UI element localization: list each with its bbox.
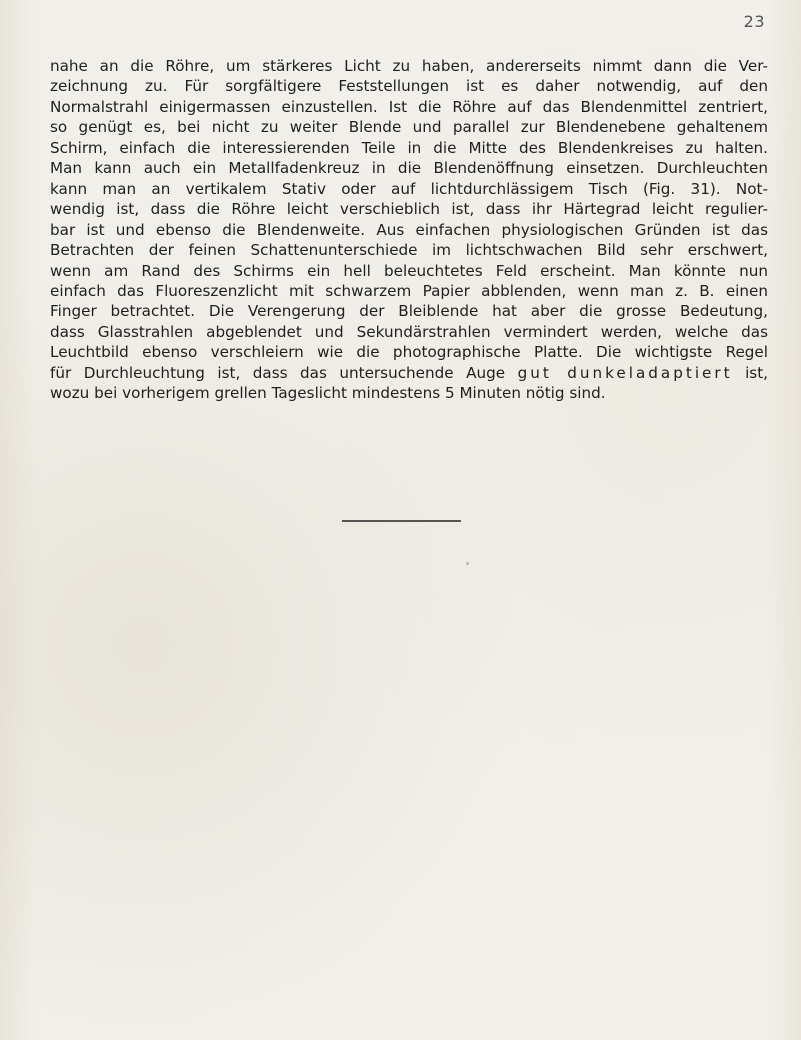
section-divider [342, 520, 461, 522]
text-line-15: Leuchtbild ebenso verschleiern wie die photographische Platte. Die wichtigste Regel [50, 343, 768, 362]
text-line-13: Finger betrachtet. Die Verengerung der Bleiblende hat aber die grosse Bedeutung, [50, 302, 768, 321]
text-line-3: Normalstrahl einigermassen einzustellen. Ist die Röhre auf das Blendenmittel zentriert, [50, 97, 768, 116]
text-line-17: wozu bei vorherigem grellen Tageslicht mindestens 5 Minuten nötig sind. [50, 384, 606, 403]
text-line-4: so genügt es, bei nicht zu weiter Blende und parallel zur Blendenebene gehaltenem [50, 118, 768, 137]
text-line-9: bar ist und ebenso die Blendenweite. Aus einfachen physiologischen Gründen ist das [50, 220, 768, 239]
text-line-10: Betrachten der feinen Schattenunterschiede im lichtschwachen Bild sehr erschwert, [50, 241, 768, 260]
text-line-16 [50, 363, 768, 383]
text-line-7: kann man an vertikalem Stativ oder auf lichtdurchlässigem Tisch (Fig. 31). Not- [50, 179, 768, 198]
page-number: 23 [743, 12, 765, 31]
emphasized-spaced-text: gut dunkeladaptiert [517, 363, 733, 382]
text-line-1: nahe an die Röhre, um stärkeres Licht zu haben, andererseits nimmt dann die Ver- [50, 57, 768, 75]
text-line-2: zeichnung zu. Für sorgfältigere Feststellungen ist es daher notwendig, auf den [50, 77, 768, 96]
text-line-5: Schirm, einfach die interessierenden Teile in die Mitte des Blendenkreises zu halten. [50, 138, 768, 157]
main-paragraph [50, 56, 768, 404]
text-line-11: wenn am Rand des Schirms ein hell beleuchtetes Feld erscheint. Man könnte nun [50, 261, 768, 280]
text-line-14: dass Glasstrahlen abgeblendet und Sekundärstrahlen vermindert werden, welche das [50, 322, 768, 341]
paper-speck [466, 562, 469, 565]
text-line-8: wendig ist, dass die Röhre leicht verschieblich ist, dass ihr Härtegrad leicht regulier- [50, 200, 768, 219]
text-line-16-suffix: ist, [732, 363, 768, 382]
text-line-6: Man kann auch ein Metallfadenkreuz in die Blendenöffnung einsetzen. Durchleuchten [50, 159, 768, 178]
text-line-16-prefix: für Durchleuchtung ist, dass das untersuchende Auge [50, 363, 518, 382]
text-line-12: einfach das Fluoreszenzlicht mit schwarzem Papier abblenden, wenn man z. B. einen [50, 281, 768, 300]
